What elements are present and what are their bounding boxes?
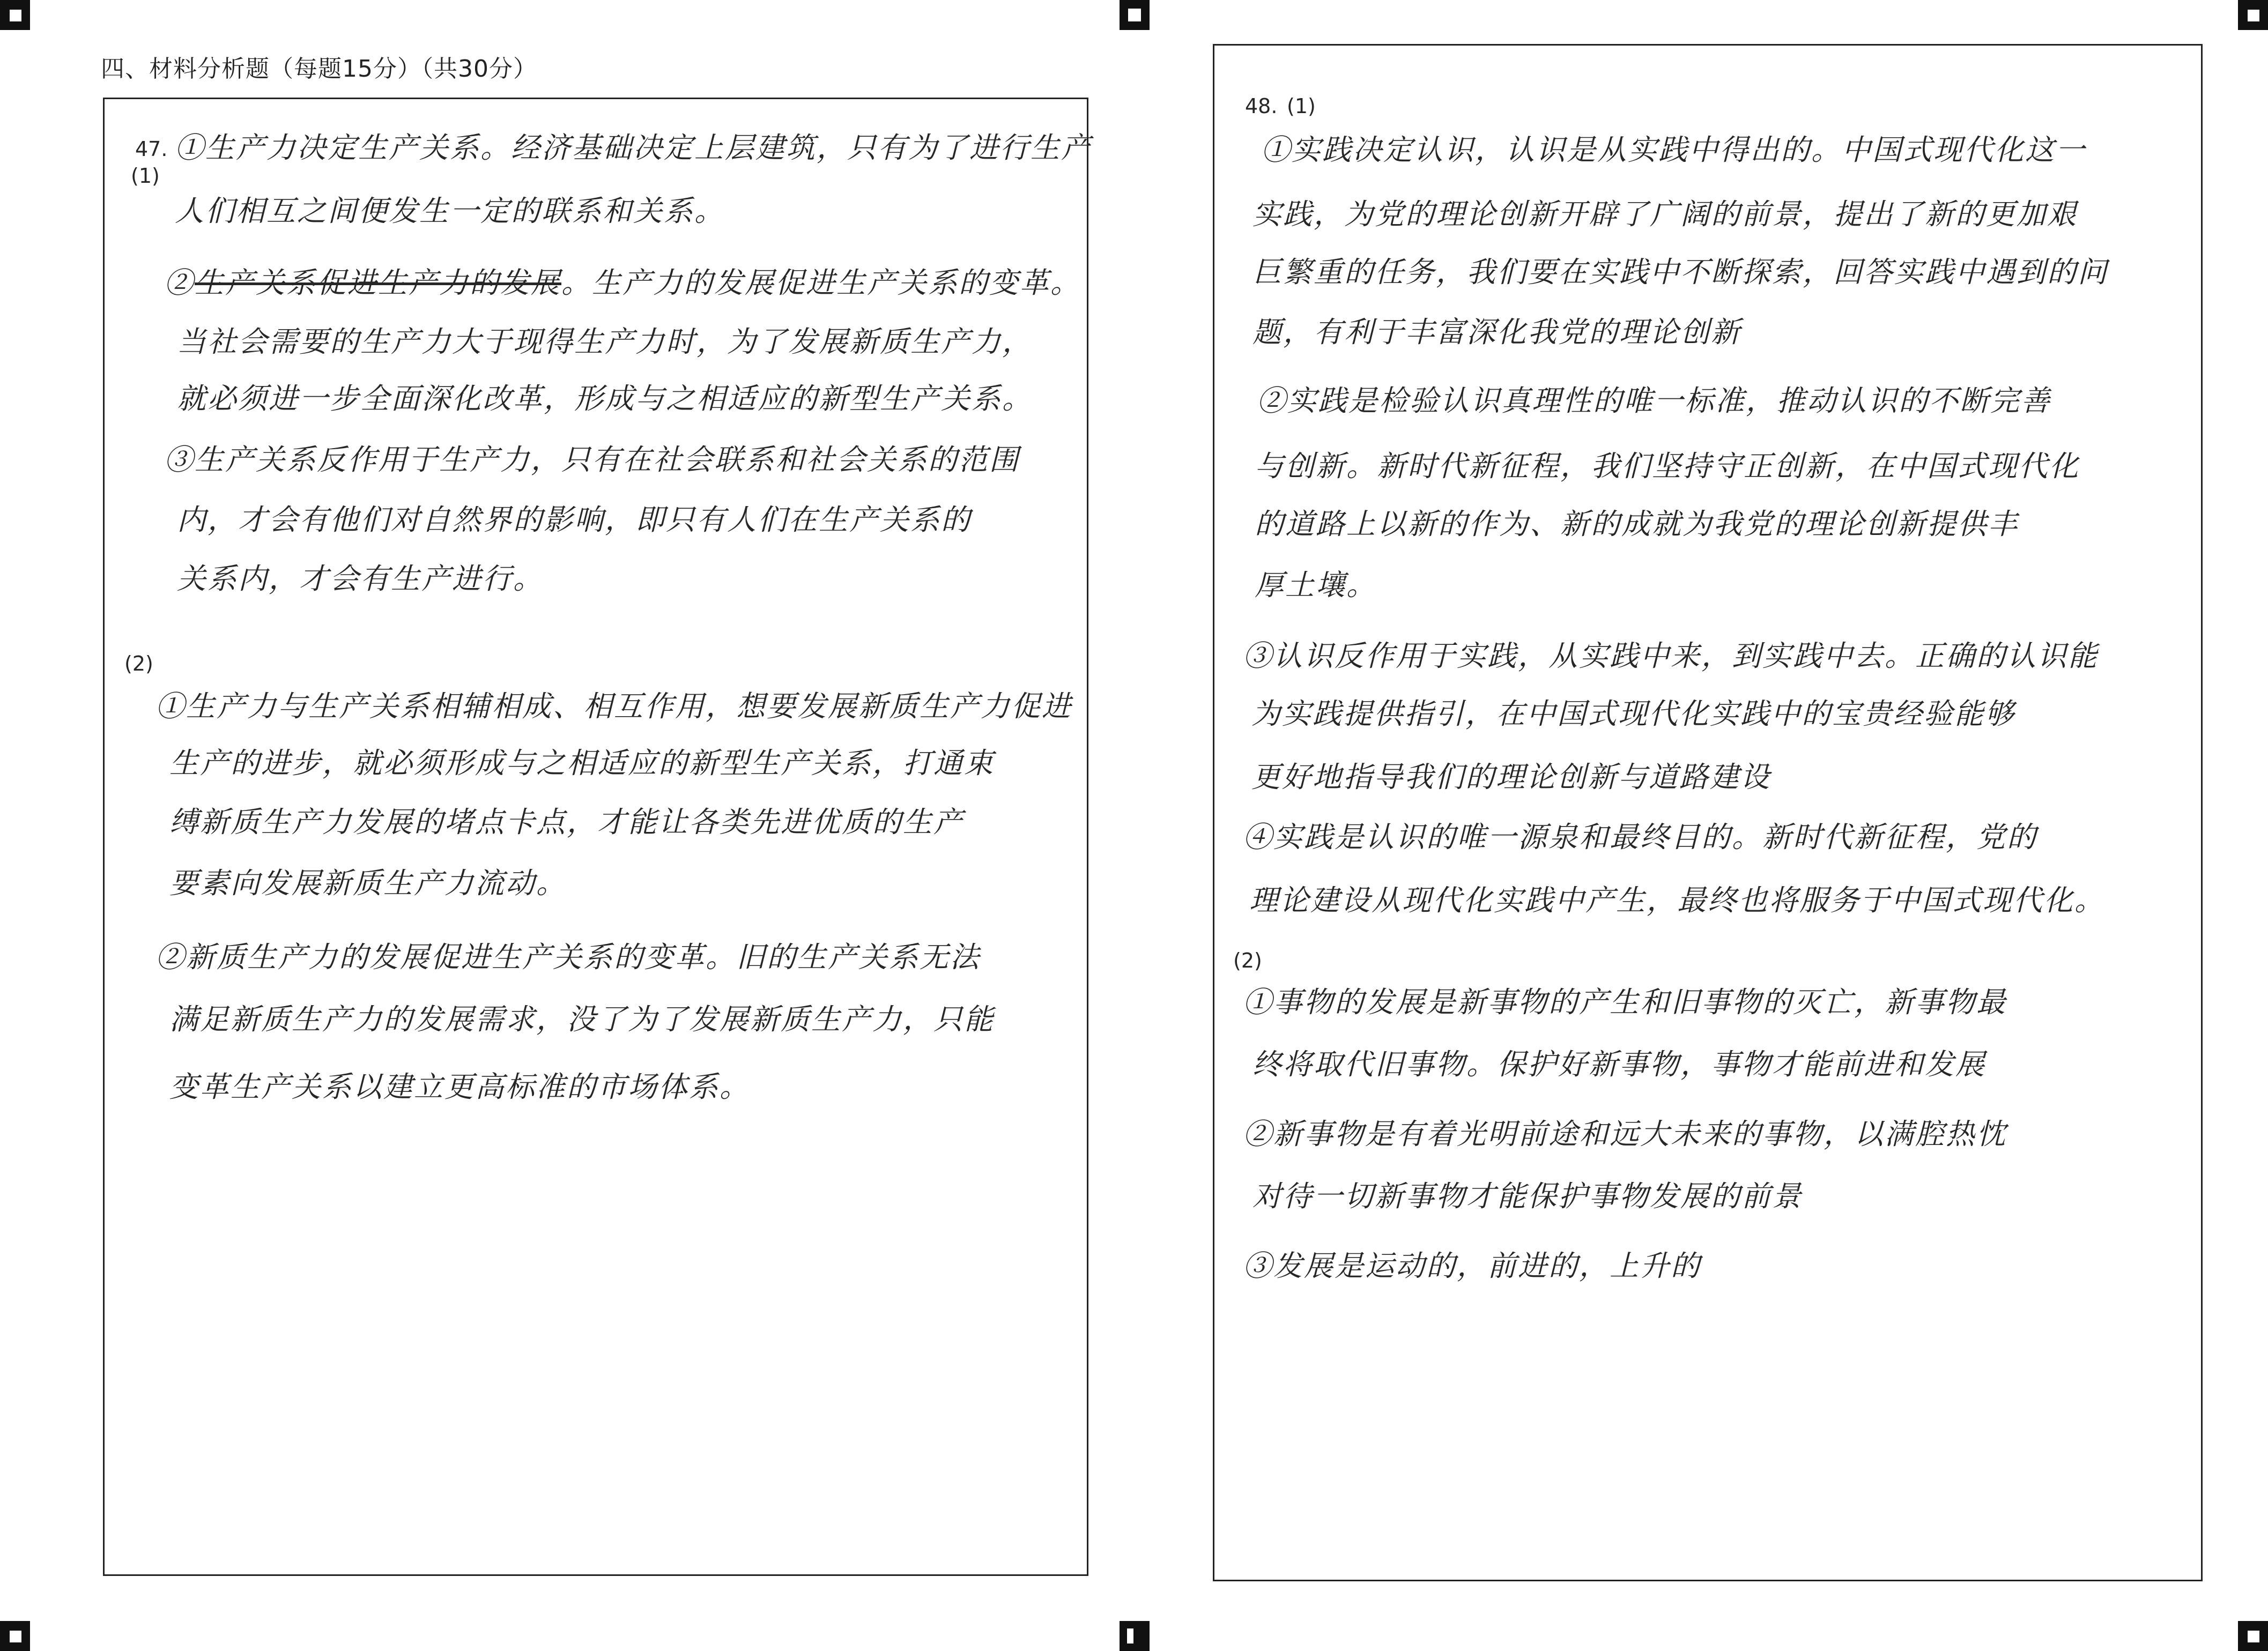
q48-part1-label: (1) [1287,94,1316,118]
q47-p1-point2-struck: 生产关系促进生产力的发展 [195,266,561,300]
q47-part2-label: (2) [124,652,153,675]
q47-p2-point1-line3: 缚新质生产力发展的堵点卡点，才能让各类先进优质的生产 [169,805,964,839]
registration-marker-top-left [0,0,30,30]
q47-p1-point3-line3: 关系内，才会有生产进行。 [177,562,544,596]
q47-number: 47. [135,137,168,161]
q47-p2-point1-line1: ①生产力与生产关系相辅相成、相互作用，想要发展新质生产力促进 [155,689,1072,723]
q48-p2-point3-line1: ③发展是运动的，前进的，上升的 [1243,1249,1701,1283]
registration-marker-bottom-left [0,1621,30,1651]
q48-number: 48. [1245,94,1278,118]
q48-p1-point1-line1: ①实践决定认识，认识是从实践中得出的。中国式现代化这一 [1261,133,2086,167]
q47-p1-point2-line2: 当社会需要的生产力大于现得生产力时，为了发展新质生产力， [177,325,1033,359]
registration-marker-top-right [2238,0,2268,30]
registration-marker-top-center [1120,0,1150,30]
q48-p1-point4-line2: 理论建设从现代化实践中产生，最终也将服务于中国式现代化。 [1249,883,2105,917]
q47-p2-point1-line2: 生产的进步，就必须形成与之相适应的新型生产关系，打通束 [169,746,995,780]
q48-p2-point2-line2: 对待一切新事物才能保护事物发展的前景 [1252,1179,1803,1213]
q48-p2-point1-line2: 终将取代旧事物。保护好新事物，事物才能前进和发展 [1252,1047,1986,1081]
q48-p1-point1-line2: 实践，为党的理论创新开辟了广阔的前景，提出了新的更加艰 [1252,197,2078,231]
q47-p2-point1-line4: 要素向发展新质生产力流动。 [169,866,567,900]
q47-p1-point1-line2: 人们相互之间便发生一定的联系和关系。 [175,194,725,228]
registration-marker-bottom-right [2238,1621,2268,1651]
section-title: 四、材料分析题（每题15分）（共30分） [101,55,537,83]
q48-p1-point2-line4: 厚土壤。 [1255,568,1377,602]
q48-p2-point2-line1: ②新事物是有着光明前途和远大未来的事物，以满腔热忱 [1243,1117,2007,1151]
q47-p1-point2-line1 [164,266,1081,301]
q48-part2-label: (2) [1233,949,1262,972]
q48-p1-point1-line4: 题，有利于丰富深化我党的理论创新 [1252,315,1741,349]
q47-p1-point3-line2: 内，才会有他们对自然界的影响，即只有人们在生产关系的 [177,503,972,537]
q48-p1-point3-line2: 为实践提供指引，在中国式现代化实践中的宝贵经验能够 [1251,697,2015,731]
q47-p1-point3-line1: ③生产关系反作用于生产力，只有在社会联系和社会关系的范围 [164,443,1020,477]
q47-p1-point1-line1: ①生产力决定生产关系。经济基础决定上层建筑，只有为了进行生产 [175,131,1092,165]
q48-p1-point4-line1: ④实践是认识的唯一源泉和最终目的。新时代新征程，党的 [1243,820,2037,854]
q47-p1-point2-circle: ② [164,266,195,300]
q47-p1-point2-rest: 。生产力的发展促进生产关系的变革。 [561,266,1081,300]
q48-p1-point2-line3: 的道路上以新的作为、新的成就为我党的理论创新提供丰 [1255,507,2019,541]
q48-p2-point1-line1: ①事物的发展是新事物的产生和旧事物的灭亡，新事物最 [1243,985,2007,1019]
q48-p1-point3-line1: ③认识反作用于实践，从实践中来，到实践中去。正确的认识能 [1243,639,2099,673]
q48-p1-point3-line3: 更好地指导我们的理论创新与道路建设 [1251,760,1771,794]
q48-p1-point2-line1: ②实践是检验认识真理性的唯一标准，推动认识的不断完善 [1257,384,2051,418]
registration-marker-bottom-center [1120,1621,1150,1651]
q47-p2-point2-line1: ②新质生产力的发展促进生产关系的变革。旧的生产关系无法 [155,940,981,974]
q47-p2-point2-line2: 满足新质生产力的发展需求，没了为了发展新质生产力，只能 [169,1002,995,1036]
q47-part1-label: (1) [131,164,160,188]
q48-p1-point1-line3: 巨繁重的任务，我们要在实践中不断探索，回答实践中遇到的问 [1252,255,2108,289]
q48-p1-point2-line2: 与创新。新时代新征程，我们坚持守正创新，在中国式现代化 [1255,449,2080,483]
q47-p2-point2-line3: 变革生产关系以建立更高标准的市场体系。 [169,1070,750,1104]
q47-p1-point2-line3: 就必须进一步全面深化改革，形成与之相适应的新型生产关系。 [177,382,1033,415]
